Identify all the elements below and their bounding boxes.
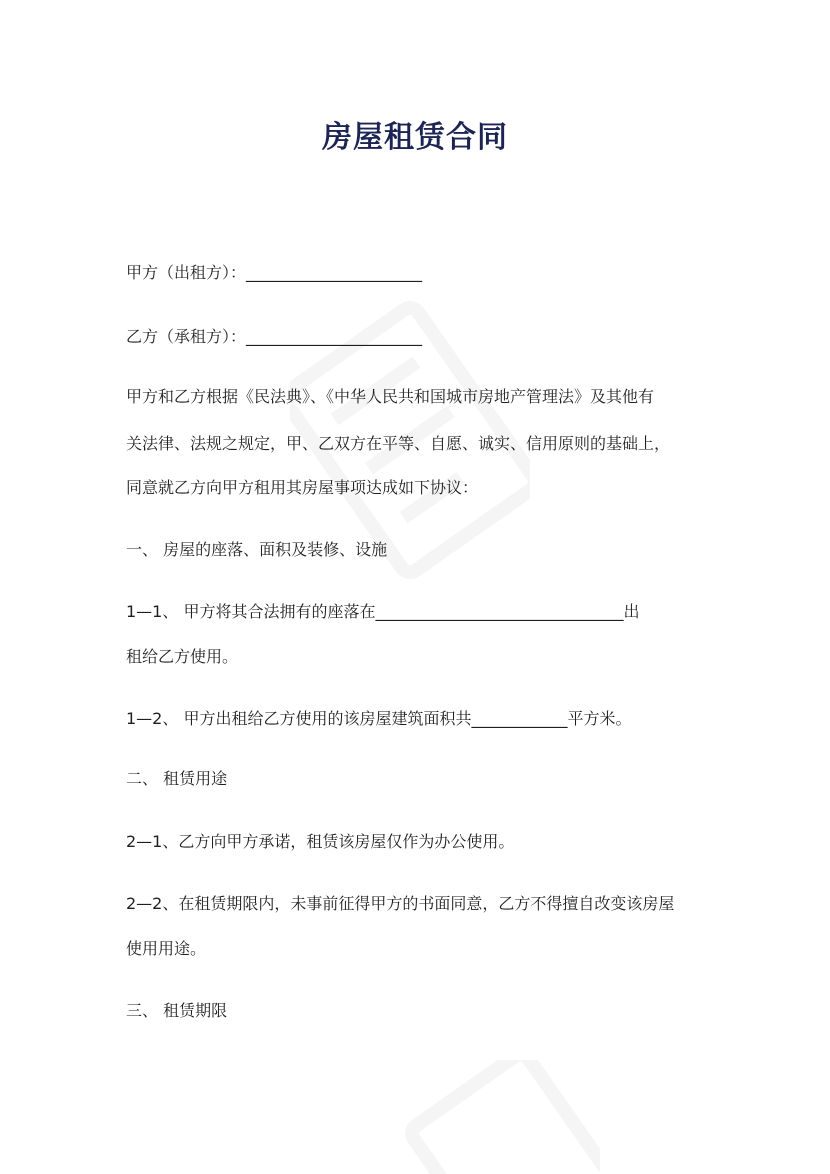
party-a-line: 甲方（出租方）：______________________ bbox=[126, 263, 423, 282]
intro-line: 甲方和乙方根据《民法典》、《中华人民共和国城市房地产管理法》及其他有 bbox=[126, 387, 655, 406]
watermark-mark bbox=[290, 290, 530, 590]
intro-line: 关法律、法规之规定，甲、乙双方在平等、自愿、诚实、信用原则的基础上， bbox=[126, 434, 671, 453]
section-heading: 三、 租赁期限 bbox=[126, 1001, 228, 1020]
section-heading: 一、 房屋的座落、面积及装修、设施 bbox=[126, 540, 388, 559]
intro-line: 同意就乙方向甲方租用其房屋事项达成如下协议： bbox=[126, 478, 479, 497]
clause-2-1: 2—1、乙方向甲方承诺，租赁该房屋仅作为办公使用。 bbox=[126, 832, 515, 851]
clause-1-1: 1—1、 甲方将其合法拥有的座落在_______________________________出 bbox=[126, 602, 640, 621]
section-heading: 二、 租赁用途 bbox=[126, 769, 228, 788]
watermark-mark bbox=[400, 1060, 600, 1174]
clause-1-2: 1—2、 甲方出租给乙方使用的该房屋建筑面积共____________平方米。 bbox=[126, 709, 632, 728]
party-b-line: 乙方（承租方）：______________________ bbox=[126, 327, 423, 346]
clause-2-2-cont: 使用用途。 bbox=[126, 939, 207, 958]
document-title: 房屋租赁合同 bbox=[322, 120, 508, 155]
clause-1-1-cont: 租给乙方使用。 bbox=[126, 647, 239, 666]
clause-2-2: 2—2、在租赁期限内，未事前征得甲方的书面同意，乙方不得擅自改变该房屋 bbox=[126, 894, 675, 913]
